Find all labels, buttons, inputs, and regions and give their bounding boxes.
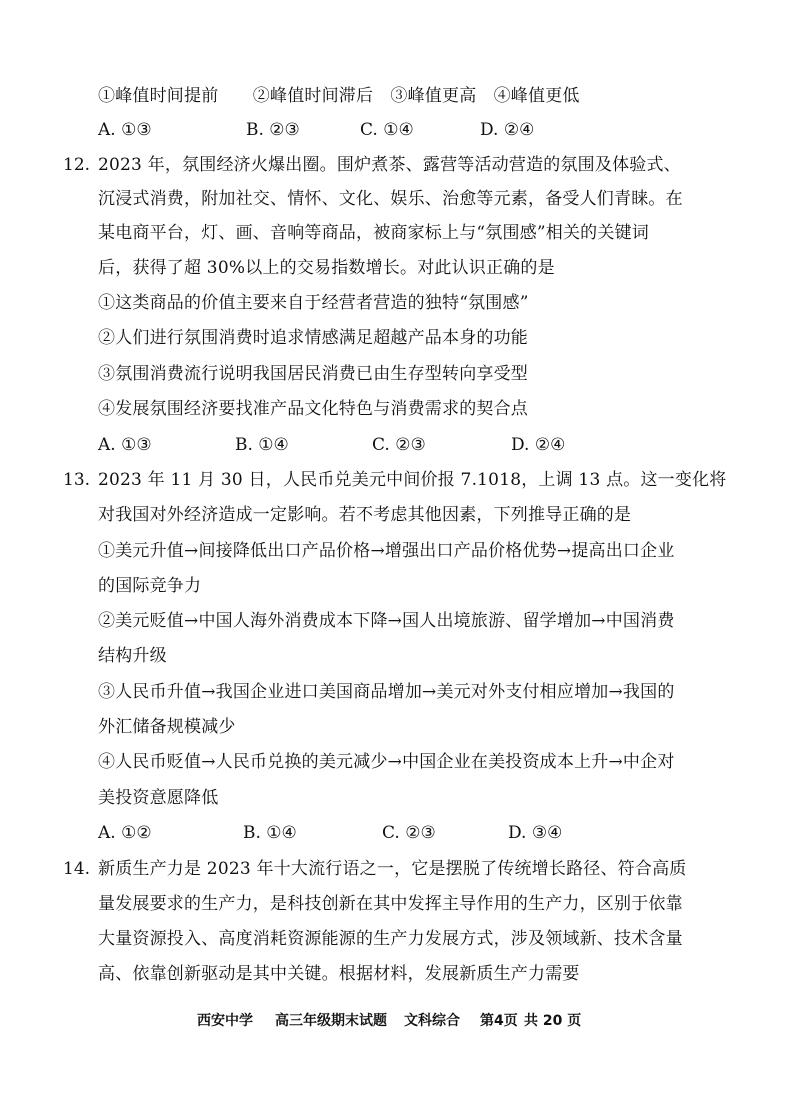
- q13-option-a: A. ①②: [98, 823, 152, 843]
- q13-statement-1: ①美元升值→间接降低出口产品价格→增强出口产品价格优势→提高出口企业: [98, 541, 675, 561]
- q11-option-d: D. ②④: [480, 120, 535, 140]
- q13-statement-4-cont: 美投资意愿降低: [98, 788, 219, 808]
- footer-exam: 高三年级期末试题: [275, 1013, 387, 1029]
- footer-school: 西安中学: [197, 1013, 253, 1029]
- q11-option-a: A. ①③: [98, 120, 152, 140]
- q13-statement-2-cont: 结构升级: [98, 646, 167, 666]
- q13-option-c: C. ②③: [382, 823, 436, 843]
- footer-subject: 文科综合: [404, 1013, 460, 1029]
- q13-number: 13.: [63, 470, 91, 490]
- q13-option-d: D. ③④: [508, 823, 563, 843]
- q13-statement-2: ②美元贬值→中国人海外消费成本下降→国人出境旅游、留学增加→中国消费: [98, 611, 675, 631]
- footer-total: 共 20 页: [524, 1013, 582, 1029]
- footer-page: 第4页: [480, 1013, 518, 1029]
- q11-statements: ①峰值时间提前 ②峰值时间滞后 ③峰值更高 ④峰值更低: [98, 86, 580, 106]
- q12-statement-4: ④发展氛围经济要找准产品文化特色与消费需求的契合点: [98, 399, 528, 419]
- q12-statement-2: ②人们进行氛围消费时追求情感满足超越产品本身的功能: [98, 328, 528, 348]
- q13-statement-4: ④人民币贬值→人民币兑换的美元减少→中国企业在美投资成本上升→中企对: [98, 752, 675, 772]
- q12-line-2: 沉浸式消费，附加社交、情怀、文化、娱乐、治愈等元素，备受人们青睐。在: [98, 189, 683, 209]
- q14-line-3: 大量资源投入、高度消耗资源能源的生产力发展方式，涉及领域新、技术含量: [98, 929, 683, 949]
- q11-option-b: B. ②③: [246, 120, 300, 140]
- q11-option-c: C. ①④: [360, 120, 414, 140]
- q14-line-2: 量发展要求的生产力，是科技创新在其中发挥主导作用的生产力，区别于依靠: [98, 894, 683, 914]
- q13-statement-3-cont: 外汇储备规模减少: [98, 717, 236, 737]
- q14-line-4: 高、依靠创新驱动是其中关键。根据材料，发展新质生产力需要: [98, 964, 580, 984]
- q14-line-1: 新质生产力是 2023 年十大流行语之一，它是摆脱了传统增长路径、符合高质: [98, 859, 687, 879]
- q13-option-b: B. ①④: [243, 823, 297, 843]
- q12-statement-1: ①这类商品的价值主要来自于经营者营造的独特“氛围感”: [98, 293, 529, 313]
- q12-option-a: A. ①③: [98, 435, 152, 455]
- q13-line-1: 2023 年 11 月 30 日，人民币兑美元中间价报 7.1018，上调 13 点。这一变化将: [98, 470, 727, 490]
- q12-option-d: D. ②④: [511, 435, 566, 455]
- q12-number: 12.: [63, 155, 91, 175]
- q12-line-3: 某电商平台，灯、画、音响等商品，被商家标上与“氛围感”相关的关键词: [98, 223, 649, 243]
- q12-option-c: C. ②③: [372, 435, 426, 455]
- q12-line-4: 后，获得了超 30%以上的交易指数增长。对此认识正确的是: [98, 258, 555, 278]
- q13-statement-3: ③人民币升值→我国企业进口美国商品增加→美元对外支付相应增加→我国的: [98, 682, 675, 702]
- q13-statement-1-cont: 的国际竞争力: [98, 576, 202, 596]
- q14-number: 14.: [63, 859, 91, 879]
- q12-option-b: B. ①④: [235, 435, 289, 455]
- q12-line-1: 2023 年，氛围经济火爆出圈。围炉煮茶、露营等活动营造的氛围及体验式、: [98, 155, 681, 175]
- q12-statement-3: ③氛围消费流行说明我国居民消费已由生存型转向享受型: [98, 364, 528, 384]
- q13-line-2: 对我国对外经济造成一定影响。若不考虑其他因素，下列推导正确的是: [98, 505, 632, 525]
